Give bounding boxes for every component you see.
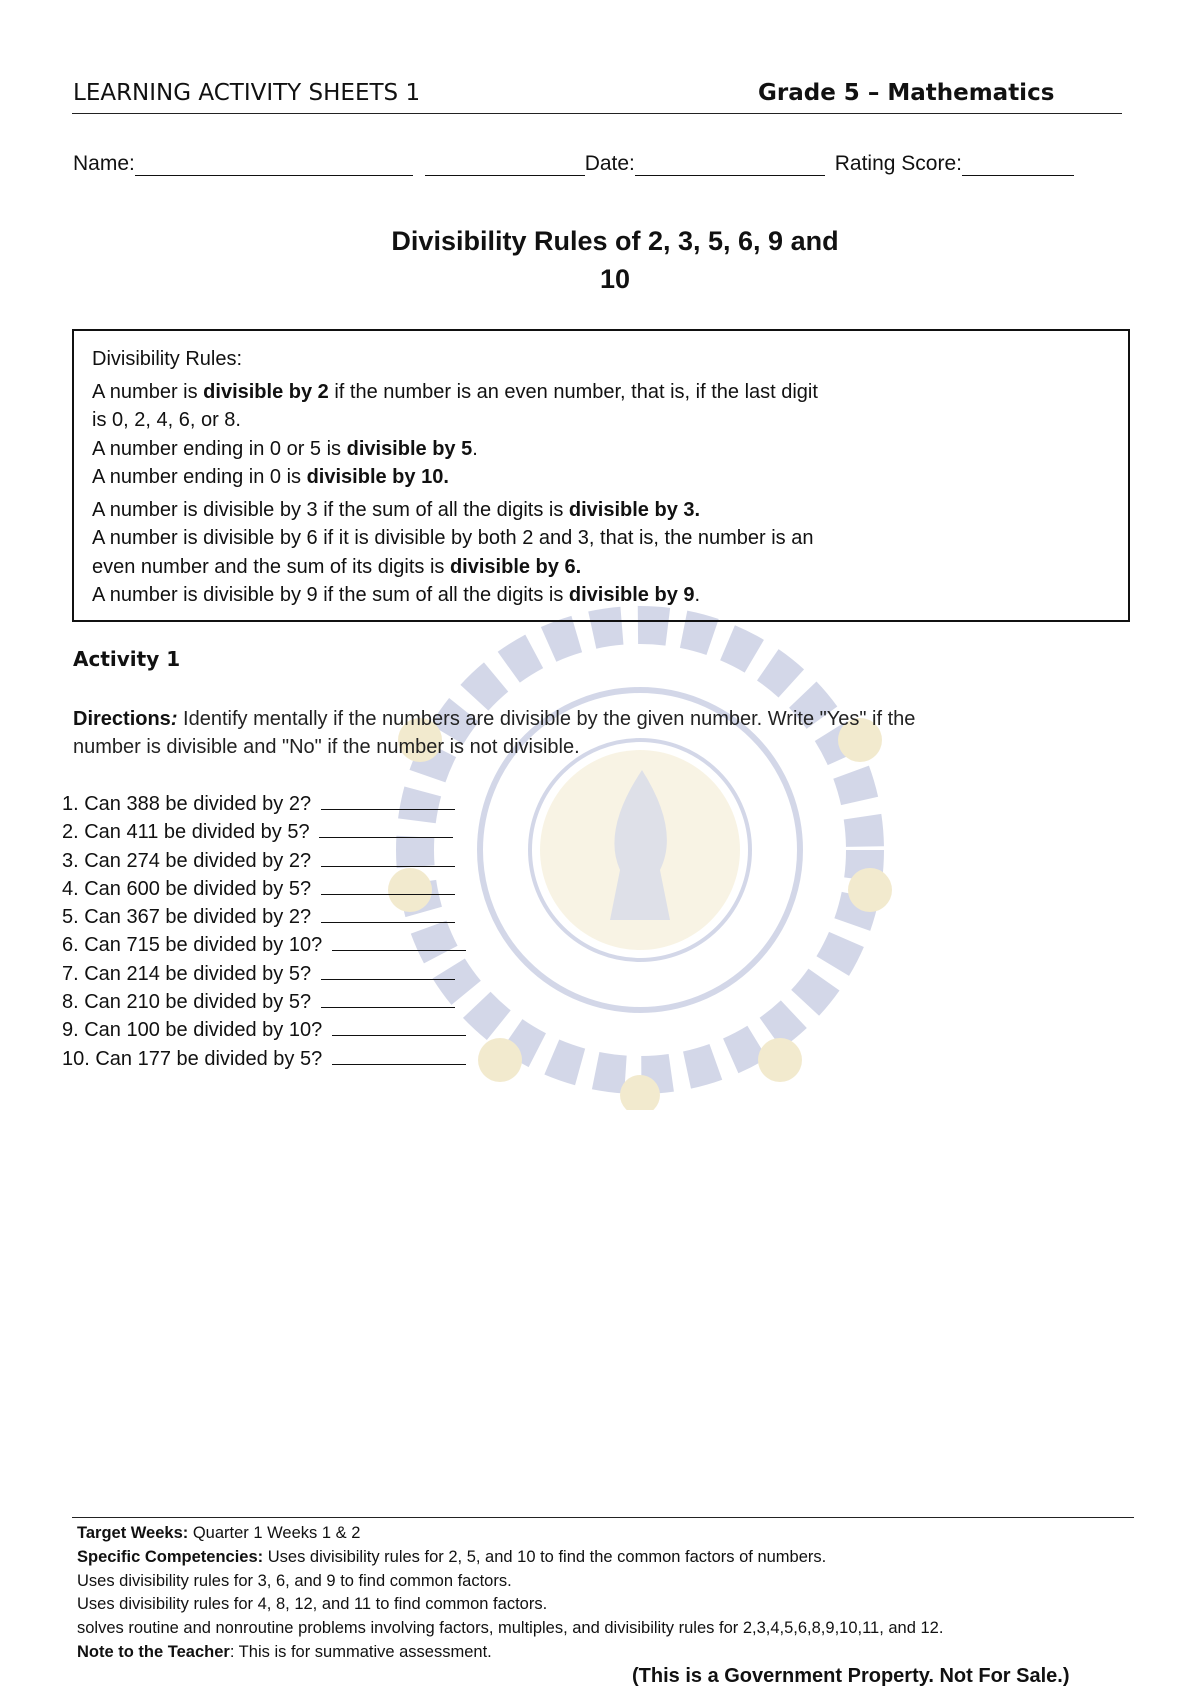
question-text: 8. Can 210 be divided by 5? <box>62 991 312 1014</box>
government-property-note: (This is a Government Property. Not For Sale.) <box>632 1665 1070 1687</box>
question-item <box>62 902 466 930</box>
divisibility-rules-box <box>72 329 1130 622</box>
rating-label: Rating Score: <box>834 152 962 175</box>
answer-blank[interactable] <box>321 846 455 867</box>
answer-blank[interactable] <box>321 987 455 1008</box>
grade-subject: Grade 5 – Mathematics <box>758 80 1055 106</box>
directions-label: Directions <box>73 708 171 730</box>
rule-3: A number is divisible by 3 if the sum of all the digits is divisible by 3. <box>92 498 701 521</box>
rule-10: A number ending in 0 is divisible by 10. <box>92 466 449 488</box>
rule-5: A number ending in 0 or 5 is divisible by 5. <box>92 437 478 460</box>
header-divider <box>72 113 1122 114</box>
answer-blank[interactable] <box>321 959 455 980</box>
question-item <box>62 1044 466 1072</box>
name-field-extra[interactable] <box>425 153 585 176</box>
rule-2: A number is divisible by 2 if the number is an even number, that is, if the last digit <box>92 380 818 403</box>
question-item <box>62 959 466 987</box>
rules-heading: Divisibility Rules: <box>92 348 243 370</box>
competency-3: Uses divisibility rules for 4, 8, 12, and 11 to find common factors. <box>77 1595 548 1614</box>
rules-content <box>92 345 818 610</box>
date-field[interactable] <box>635 153 825 176</box>
activity-title: Activity 1 <box>73 647 181 671</box>
rating-field[interactable] <box>962 153 1074 176</box>
answer-blank[interactable] <box>332 1015 466 1036</box>
page-title <box>300 222 930 298</box>
title-line-2: 10 <box>599 264 631 294</box>
answer-blank[interactable] <box>321 789 455 810</box>
question-item <box>62 1015 466 1043</box>
answer-blank[interactable] <box>332 1044 466 1065</box>
competency-2: Uses divisibility rules for 3, 6, and 9 to find common factors. <box>77 1571 512 1590</box>
question-item <box>62 987 466 1015</box>
answer-blank[interactable] <box>332 930 466 951</box>
question-text: 9. Can 100 be divided by 10? <box>62 1019 323 1042</box>
target-weeks: Target Weeks: Quarter 1 Weeks 1 & 2 <box>77 1524 361 1542</box>
teacher-note: Note to the Teacher: This is for summative assessment. <box>77 1642 492 1661</box>
answer-blank[interactable] <box>319 817 453 838</box>
competency-4: solves routine and nonroutine problems involving factors, multiples, and divisibility rules for 2,3,4,5,6,8,9,10,11, and 12. <box>77 1619 944 1638</box>
footer-divider <box>72 1517 1134 1518</box>
question-item <box>62 817 466 845</box>
date-label: Date: <box>584 152 635 175</box>
question-item <box>62 930 466 958</box>
title-line-1: Divisibility Rules of 2, 3, 5, 6, 9 and <box>391 226 839 256</box>
rule-6: A number is divisible by 6 if it is divisible by both 2 and 3, that is, the number is an <box>92 527 814 549</box>
question-item <box>62 846 466 874</box>
question-text: 5. Can 367 be divided by 2? <box>62 906 312 929</box>
question-text: 6. Can 715 be divided by 10? <box>62 934 323 957</box>
question-text: 2. Can 411 be divided by 5? <box>62 821 310 844</box>
question-text: 3. Can 274 be divided by 2? <box>62 849 312 872</box>
answer-blank[interactable] <box>321 902 455 923</box>
sheet-title: LEARNING ACTIVITY SHEETS 1 <box>73 80 421 106</box>
rule-2-continued: is 0, 2, 4, 6, or 8. <box>92 409 241 431</box>
answer-blank[interactable] <box>321 874 455 895</box>
rule-9: A number is divisible by 9 if the sum of all the digits is divisible by 9. <box>92 584 701 606</box>
competency-1: Specific Competencies: Uses divisibility rules for 2, 5, and 10 to find the common factors of numbers. <box>77 1547 827 1566</box>
name-field[interactable] <box>135 153 413 176</box>
question-text: 1. Can 388 be divided by 2? <box>62 793 312 815</box>
question-item <box>62 874 466 902</box>
student-info-line <box>73 152 1074 180</box>
footer-notes <box>77 1522 943 1665</box>
name-label: Name: <box>73 152 135 175</box>
activity-directions: Directions: Identify mentally if the numbers are divisible by the given number. Write "Yes" if the number is divisible and "No" if the number is not divisible. <box>73 708 916 758</box>
question-item <box>62 789 466 817</box>
question-text: 4. Can 600 be divided by 5? <box>62 877 312 900</box>
question-text: 7. Can 214 be divided by 5? <box>62 962 312 985</box>
question-text: 10. Can 177 be divided by 5? <box>62 1047 323 1070</box>
rule-6-continued: even number and the sum of its digits is divisible by 6. <box>92 555 582 578</box>
question-list <box>62 789 466 1072</box>
